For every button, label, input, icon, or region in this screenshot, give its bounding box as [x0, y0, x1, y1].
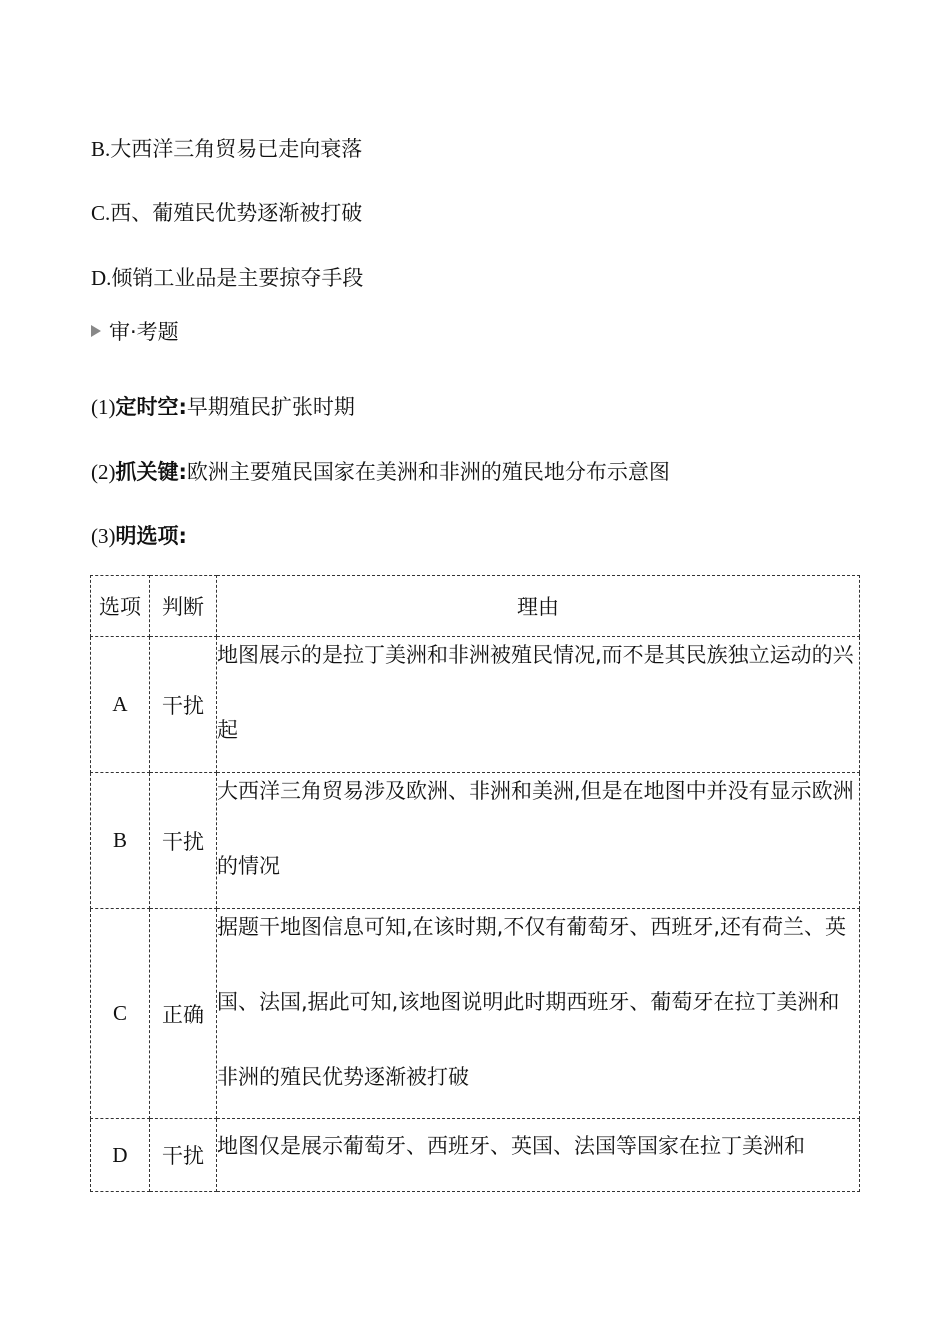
row-judgment: 干扰	[150, 773, 217, 909]
row-option: C	[91, 909, 150, 1119]
row-option: D	[91, 1119, 150, 1192]
row-judgment: 干扰	[150, 1119, 217, 1192]
row-reason: 据题干地图信息可知,在该时期,不仅有葡萄牙、西班牙,还有荷兰、英国、法国,据此可知,该地图说明此时期西班牙、葡萄牙在拉丁美洲和非洲的殖民优势逐渐被打破	[217, 909, 860, 1119]
row-reason: 大西洋三角贸易涉及欧洲、非洲和美洲,但是在地图中并没有显示欧洲的情况	[217, 773, 860, 909]
step-2: (2)抓关键:欧洲主要殖民国家在美洲和非洲的殖民地分布示意图	[91, 460, 670, 484]
header-option: 选项	[91, 576, 150, 637]
analysis-table	[90, 575, 860, 1192]
row-judgment: 干扰	[150, 637, 217, 773]
option-b: B.大西洋三角贸易已走向衰落	[91, 137, 363, 161]
table-row	[91, 773, 860, 909]
table-row	[91, 1119, 860, 1192]
row-option: B	[91, 773, 150, 909]
header-judgment: 判断	[150, 576, 217, 637]
table-row	[91, 909, 860, 1119]
step-1: (1)定时空:早期殖民扩张时期	[91, 395, 355, 419]
header-reason: 理由	[217, 576, 860, 637]
row-option: A	[91, 637, 150, 773]
row-reason: 地图展示的是拉丁美洲和非洲被殖民情况,而不是其民族独立运动的兴起	[217, 637, 860, 773]
step-3: (3)明选项:	[91, 524, 187, 548]
option-d: D.倾销工业品是主要掠夺手段	[91, 266, 364, 290]
row-reason: 地图仅是展示葡萄牙、西班牙、英国、法国等国家在拉丁美洲和	[217, 1119, 860, 1192]
review-heading: 审·考题	[91, 317, 179, 347]
triangle-bullet-icon	[91, 325, 101, 337]
row-judgment: 正确	[150, 909, 217, 1119]
table-row	[91, 637, 860, 773]
option-c: C.西、葡殖民优势逐渐被打破	[91, 201, 363, 225]
